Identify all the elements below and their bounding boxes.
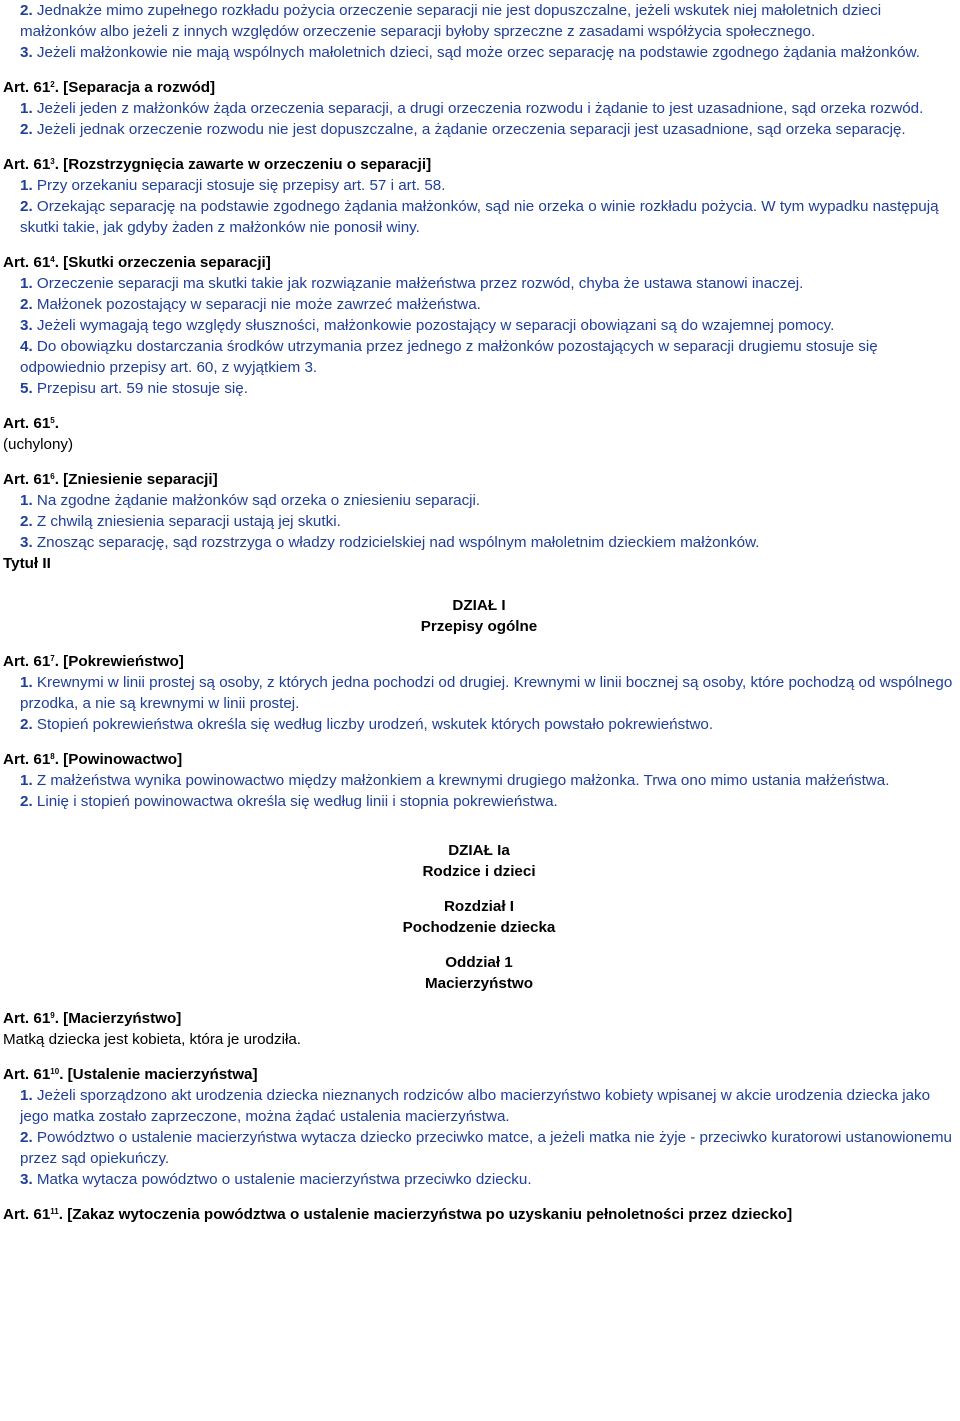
paragraph-text: Do obowiązku dostarczania środków utrzymania przez jednego z małżonków pozostających w separacji drugiemu stosuje się odpowiednio przepisy art. 60, z wyjątkiem 3. bbox=[20, 338, 878, 376]
paragraph bbox=[3, 1085, 955, 1127]
paragraph-text: Z małżeństwa wynika powinowactwo między małżonkiem a krewnymi drugiego małżonka. Trwa ono mimo ustania małżeństwa. bbox=[36, 772, 890, 789]
paragraph-text: Na zgodne żądanie małżonków sąd orzeka o zniesieniu separacji. bbox=[36, 492, 481, 509]
paragraph-number: 5. bbox=[20, 380, 33, 397]
paragraph bbox=[3, 294, 955, 315]
paragraph bbox=[3, 490, 955, 511]
paragraph-text: Przepisu art. 59 nie stosuje się. bbox=[36, 380, 248, 397]
paragraph-number: 1. bbox=[20, 177, 33, 194]
paragraph-text: Powództwo o ustalenie macierzyństwa wytacza dziecko przeciwko matce, a jeżeli matka nie żyje - przeciwko kuratorowi ustanowionemu przez sąd opiekuńczy. bbox=[20, 1129, 952, 1167]
paragraph-text: Krewnymi w linii prostej są osoby, z których jedna pochodzi od drugiej. Krewnymi w linii bocznej są osoby, które pochodzą od wspólnego przodka, a nie są krewnymi w linii prostej. bbox=[20, 674, 953, 712]
paragraph bbox=[3, 714, 955, 735]
paragraph bbox=[3, 672, 955, 714]
section-title: Przepisy ogólne bbox=[420, 618, 538, 635]
paragraph-text: Jeżeli jednak orzeczenie rozwodu nie jest dopuszczalne, a żądanie orzeczenia separacji jest uzasadnione, sąd orzeka separację. bbox=[36, 121, 906, 138]
paragraph-number: 2. bbox=[20, 793, 33, 810]
document-page bbox=[3, 0, 955, 1225]
paragraph bbox=[3, 273, 955, 294]
paragraph bbox=[3, 98, 955, 119]
paragraph bbox=[3, 1127, 955, 1169]
paragraph bbox=[3, 315, 955, 336]
paragraph-number: 2. bbox=[20, 716, 33, 733]
paragraph-text: Jeżeli sporządzono akt urodzenia dziecka nieznanych rodziców albo macierzyństwo kobiety wpisanej w akcie urodzenia dziecka jako jego matka zostało zaprzeczone, można żądać ustalenia macierzyństwa. bbox=[20, 1087, 931, 1125]
section-name: DZIAŁ I bbox=[452, 597, 506, 614]
subsection-name: Oddział 1 bbox=[445, 954, 513, 971]
chapter-title: Pochodzenie dziecka bbox=[402, 919, 556, 936]
section-name: DZIAŁ Ia bbox=[448, 842, 510, 859]
paragraph-number: 1. bbox=[20, 674, 33, 691]
paragraph-text: Znosząc separację, sąd rozstrzyga o władzy rodzicielskiej nad wspólnym małoletnim dzieckiem małżonków. bbox=[36, 534, 760, 551]
article-heading: Art. $61^6$. [Zniesienie separacji] bbox=[3, 471, 218, 488]
article-heading: Art. $61^{11}$. [Zakaz wytoczenia powództwa o ustalenie macierzyństwa po uzyskaniu pełnoletności przez dziecko] bbox=[3, 1206, 793, 1223]
paragraph-text: Linię i stopień powinowactwa określa się według linii i stopnia pokrewieństwa. bbox=[36, 793, 558, 810]
article-heading: Art. $61^7$. [Pokrewieństwo] bbox=[3, 653, 184, 670]
paragraph-text: Jeżeli jeden z małżonków żąda orzeczenia separacji, a drugi orzeczenia rozwodu i żądanie to jest uzasadnione, sąd orzeka rozwód. bbox=[36, 100, 924, 117]
paragraph-number: 1. bbox=[20, 492, 33, 509]
paragraph bbox=[3, 770, 955, 791]
article-heading: Art. $61^9$. [Macierzyństwo] bbox=[3, 1010, 182, 1027]
paragraph-number: 2. bbox=[20, 198, 33, 215]
paragraph bbox=[3, 1169, 955, 1190]
paragraph-text: Orzekając separację na podstawie zgodnego żądania małżonków, sąd nie orzeka o winie rozkładu pożycia. W tym wypadku następują skutki takie, jak gdyby żaden z małżonków nie ponosił winy. bbox=[20, 198, 939, 236]
paragraph bbox=[3, 119, 955, 140]
paragraph-number: 3. bbox=[20, 44, 33, 61]
paragraph-number: 1. bbox=[20, 275, 33, 292]
paragraph-text: Orzeczenie separacji ma skutki takie jak rozwiązanie małżeństwa przez rozwód, chyba że ustawa stanowi inaczej. bbox=[36, 275, 804, 292]
article-text: (uchylony) bbox=[3, 436, 74, 453]
article-heading: Art. $61^{10}$. [Ustalenie macierzyństwa] bbox=[3, 1066, 258, 1083]
article-heading: Art. $61^4$. [Skutki orzeczenia separacji] bbox=[3, 254, 271, 271]
paragraph-number: 1. bbox=[20, 772, 33, 789]
article-heading: Art. $61^2$. [Separacja a rozwód] bbox=[3, 79, 216, 96]
paragraph-text: Z chwilą zniesienia separacji ustają jej skutki. bbox=[36, 513, 341, 530]
paragraph-number: 2. bbox=[20, 1129, 33, 1146]
paragraph-number: 2. bbox=[20, 2, 33, 19]
paragraph bbox=[3, 0, 955, 42]
paragraph-number: 4. bbox=[20, 338, 33, 355]
article-heading: Art. $61^8$. [Powinowactwo] bbox=[3, 751, 183, 768]
paragraph bbox=[3, 532, 955, 553]
paragraph-number: 3. bbox=[20, 1171, 33, 1188]
paragraph bbox=[3, 175, 955, 196]
article-heading: Art. $61^3$. [Rozstrzygnięcia zawarte w orzeczeniu o separacji] bbox=[3, 156, 432, 173]
paragraph-text: Jeżeli małżonkowie nie mają wspólnych małoletnich dzieci, sąd może orzec separację na podstawie zgodnego żądania małżonków. bbox=[36, 44, 920, 61]
section-title: Rodzice i dzieci bbox=[422, 863, 536, 880]
paragraph-number: 3. bbox=[20, 317, 33, 334]
paragraph bbox=[3, 196, 955, 238]
paragraph-text: Matka wytacza powództwo o ustalenie macierzyństwa przeciwko dziecku. bbox=[36, 1171, 532, 1188]
paragraph-text: Stopień pokrewieństwa określa się według liczby urodzeń, wskutek których powstało pokrewieństwo. bbox=[36, 716, 714, 733]
paragraph-number: 1. bbox=[20, 1087, 33, 1104]
paragraph-number: 1. bbox=[20, 100, 33, 117]
paragraph bbox=[3, 336, 955, 378]
paragraph bbox=[3, 791, 955, 812]
paragraph-number: 3. bbox=[20, 534, 33, 551]
paragraph-number: 2. bbox=[20, 121, 33, 138]
paragraph bbox=[3, 511, 955, 532]
paragraph-text: Małżonek pozostający w separacji nie może zawrzeć małżeństwa. bbox=[36, 296, 481, 313]
paragraph bbox=[3, 42, 955, 63]
title-heading: Tytuł II bbox=[3, 555, 51, 572]
subsection-title: Macierzyństwo bbox=[424, 975, 534, 992]
article-text: Matką dziecka jest kobieta, która je urodziła. bbox=[3, 1031, 301, 1048]
chapter-name: Rozdział I bbox=[443, 898, 515, 915]
paragraph-number: 2. bbox=[20, 513, 33, 530]
paragraph-number: 2. bbox=[20, 296, 33, 313]
paragraph-text: Jednakże mimo zupełnego rozkładu pożycia orzeczenie separacji nie jest dopuszczalne, jeżeli wskutek niej małoletnich dzieci małżonków albo jeżeli z innych względów orzeczenie separacji byłoby sprzeczne z zasadami współżycia społecznego. bbox=[20, 2, 882, 40]
paragraph bbox=[3, 378, 955, 399]
paragraph-text: Jeżeli wymagają tego względy słuszności, małżonkowie pozostający w separacji obowiązani są do wzajemnej pomocy. bbox=[36, 317, 835, 334]
article-heading: Art. $61^5$. bbox=[3, 415, 59, 432]
paragraph-text: Przy orzekaniu separacji stosuje się przepisy art. 57 i art. 58. bbox=[36, 177, 446, 194]
